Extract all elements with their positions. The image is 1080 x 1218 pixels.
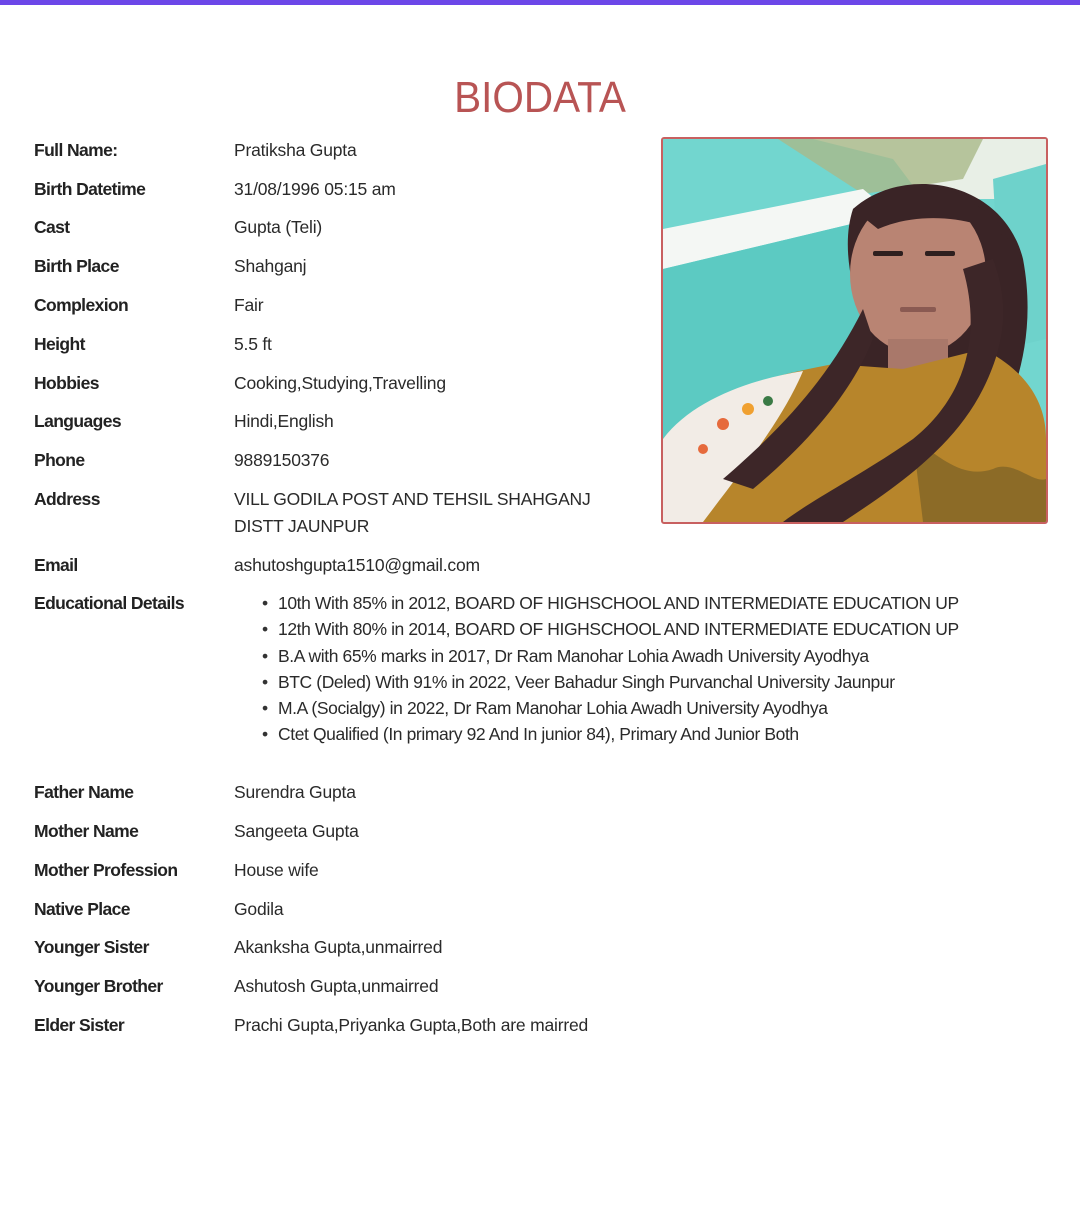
field-label: Younger Sister — [34, 937, 149, 957]
field-value: ashutoshgupta1510@gmail.com — [234, 555, 480, 575]
field-label: Elder Sister — [34, 1015, 125, 1035]
profile-photo — [661, 137, 1048, 524]
field-label: Mother Name — [34, 821, 139, 841]
education-item: • M.A (Socialgy) in 2022, Dr Ram Manohar Lohia Awadh University Ayodhya — [244, 695, 959, 721]
field-value: 31/08/1996 05:15 am — [234, 179, 396, 199]
field-label: Younger Brother — [34, 976, 163, 996]
field-value: VILL GODILA POST AND TEHSIL SHAHGANJ DISTT JAUNPUR — [234, 489, 591, 536]
field-label: Phone — [34, 450, 85, 470]
field-label: Native Place — [34, 899, 130, 919]
field-label: Address — [34, 489, 100, 509]
field-label: Birth Place — [34, 256, 119, 276]
field-label: Email — [34, 555, 78, 575]
top-accent-bar — [0, 0, 1080, 5]
field-value: Cooking,Studying,Travelling — [234, 373, 446, 393]
field-label: Complexion — [34, 295, 129, 315]
field-value: Sangeeta Gupta — [234, 821, 359, 841]
field-value: Ashutosh Gupta,unmairred — [234, 976, 439, 996]
field-label: Cast — [34, 217, 70, 237]
field-label: Full Name: — [34, 140, 118, 160]
profile-photo-illustration — [663, 139, 1046, 522]
field-value: Prachi Gupta,Priyanka Gupta,Both are mairred — [234, 1015, 589, 1035]
field-label: Height — [34, 334, 85, 354]
field-label: Birth Datetime — [34, 179, 146, 199]
field-label: Mother Profession — [34, 860, 178, 880]
education-item: • 12th With 80% in 2014, BOARD OF HIGHSCHOOL AND INTERMEDIATE EDUCATION UP — [244, 616, 959, 642]
field-label: Father Name — [34, 782, 134, 802]
field-value: 9889150376 — [234, 450, 330, 470]
page-title: BIODATA — [454, 73, 626, 123]
field-value: Gupta (Teli) — [234, 217, 323, 237]
education-item: • 10th With 85% in 2012, BOARD OF HIGHSCHOOL AND INTERMEDIATE EDUCATION UP — [244, 590, 959, 616]
field-value: Shahganj — [234, 256, 307, 276]
field-value: House wife — [234, 860, 319, 880]
field-label: Languages — [34, 411, 121, 431]
field-value: 5.5 ft — [234, 334, 272, 354]
field-value: Akanksha Gupta,unmairred — [234, 937, 443, 957]
education-item: • B.A with 65% marks in 2017, Dr Ram Manohar Lohia Awadh University Ayodhya — [244, 643, 959, 669]
field-value: Pratiksha Gupta — [234, 140, 357, 160]
field-value: Surendra Gupta — [234, 782, 356, 802]
field-value: Fair — [234, 295, 264, 315]
field-label: Hobbies — [34, 373, 99, 393]
education-item: • Ctet Qualified (In primary 92 And In junior 84), Primary And Junior Both — [244, 721, 959, 747]
education-item: • BTC (Deled) With 91% in 2022, Veer Bahadur Singh Purvanchal University Jaunpur — [244, 669, 959, 695]
field-value: Godila — [234, 899, 284, 919]
field-value: Hindi,English — [234, 411, 334, 431]
education-list — [244, 590, 959, 748]
field-label: Educational Details — [34, 593, 185, 613]
